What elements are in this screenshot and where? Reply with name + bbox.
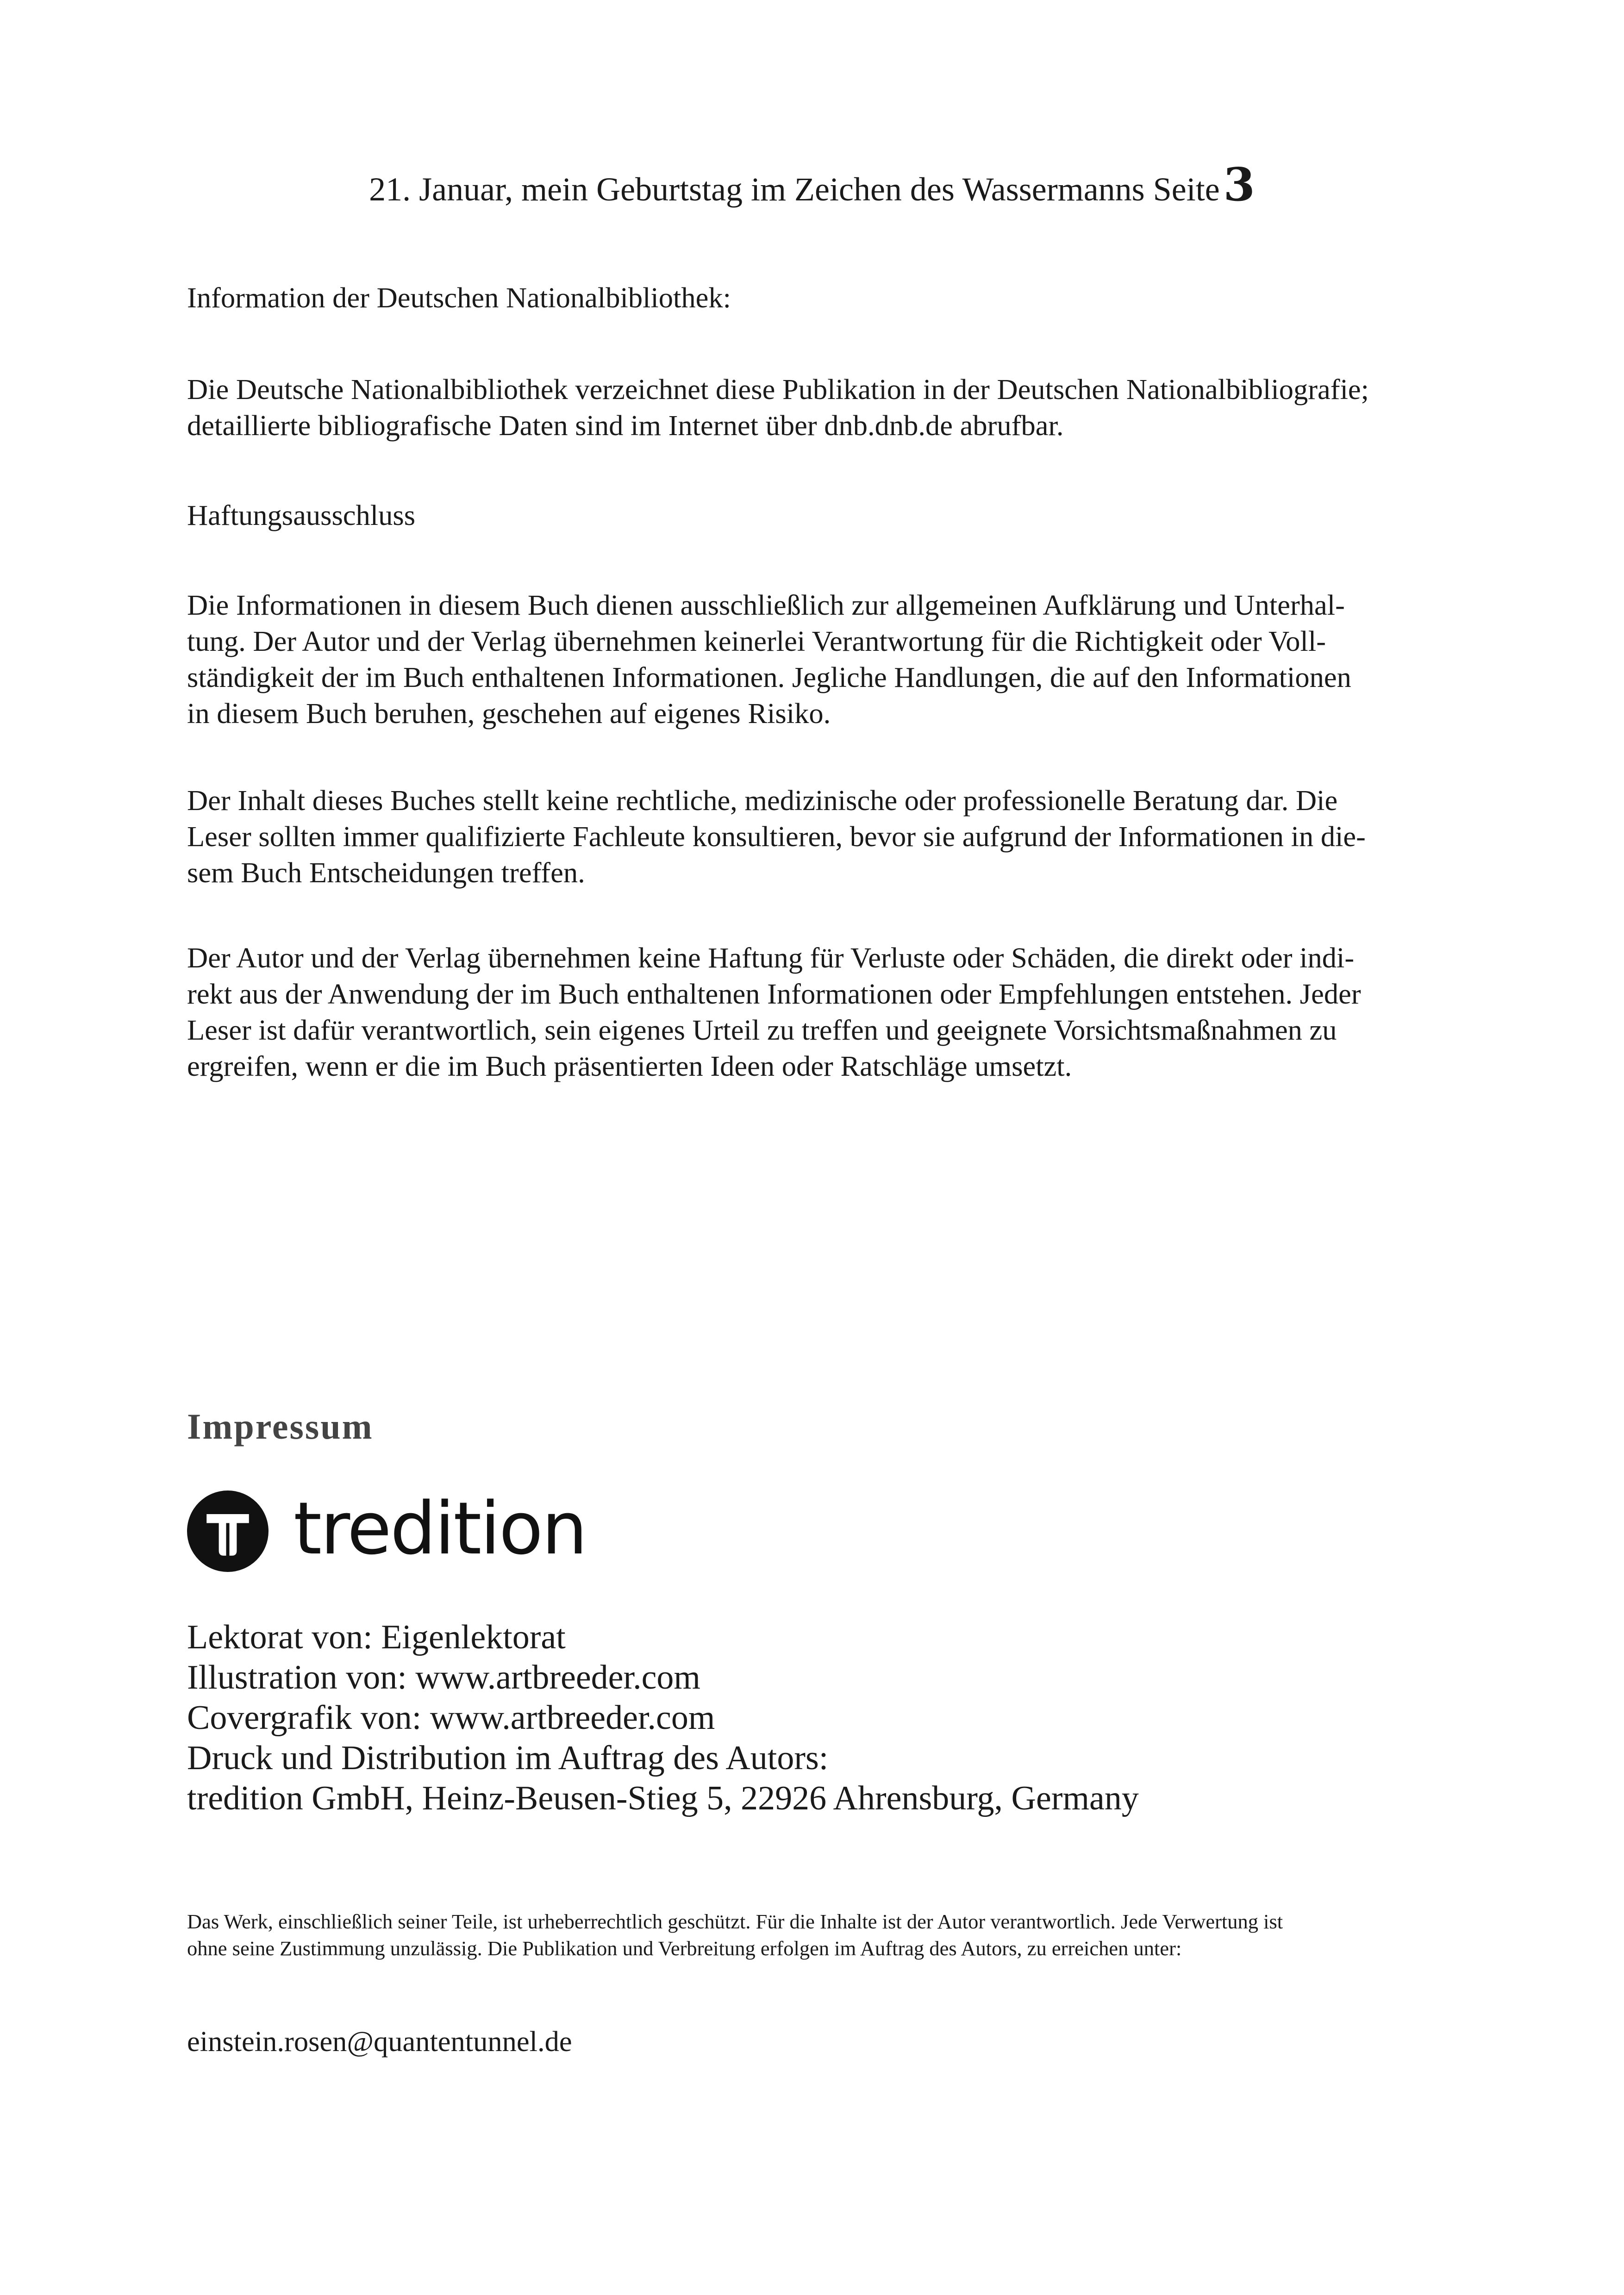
tredition-logo-icon xyxy=(187,1491,269,1572)
paragraph-line: Leser sollten immer qualifizierte Fachleute konsultieren, bevor sie aufgrund der Informationen in die- xyxy=(187,820,1366,853)
credit-line: Covergrafik von: www.artbreeder.com xyxy=(187,1699,715,1737)
credit-line: Lektorat von: Eigenlektorat xyxy=(187,1618,566,1656)
copyright-line: Das Werk, einschließlich seiner Teile, ist urheberrechtlich geschützt. Für die Inhalte ist der Autor verantwortlich. Jede Verwertung ist xyxy=(187,1910,1283,1933)
running-header xyxy=(0,158,1624,212)
tredition-logo-text: tredition xyxy=(294,1486,587,1571)
disclaimer-paragraph-2 xyxy=(187,782,1455,891)
disclaimer-paragraph-1 xyxy=(187,587,1455,731)
dnb-heading xyxy=(187,280,1455,316)
credit-line: Druck und Distribution im Auftrag des Autors: xyxy=(187,1739,829,1777)
page-number: 3 xyxy=(1223,158,1255,212)
credit-line: Illustration von: www.artbreeder.com xyxy=(187,1659,700,1696)
credit-line: tredition GmbH, Heinz-Beusen-Stieg 5, 22926 Ahrensburg, Germany xyxy=(187,1779,1139,1817)
dnb-line: detaillierte bibliografische Daten sind im Internet über dnb.dnb.de abrufbar. xyxy=(187,409,1064,442)
paragraph-line: Der Autor und der Verlag übernehmen keine Haftung für Verluste oder Schäden, die direkt oder indi- xyxy=(187,942,1355,974)
credits-list xyxy=(187,1617,1139,1819)
impressum-heading: Impressum xyxy=(187,1406,374,1447)
paragraph-line: Leser ist dafür verantwortlich, sein eigenes Urteil zu treffen und geeignete Vorsichtsmaßnahmen zu xyxy=(187,1014,1337,1046)
paragraph-line: ergreifen, wenn er die im Buch präsentierten Ideen oder Ratschläge umsetzt. xyxy=(187,1050,1072,1082)
paragraph-line: sem Buch Entscheidungen treffen. xyxy=(187,856,585,889)
disclaimer-heading xyxy=(187,497,1455,533)
contact-email: einstein.rosen@quantentunnel.de xyxy=(187,2025,572,2058)
disclaimer-paragraph-3 xyxy=(187,940,1455,1084)
paragraph-line: tung. Der Autor und der Verlag übernehmen keinerlei Verantwortung für die Richtigkeit oder Voll- xyxy=(187,625,1326,657)
dnb-notice xyxy=(187,371,1455,443)
tredition-logo xyxy=(187,1486,587,1573)
header-title: 21. Januar, mein Geburtstag im Zeichen des Wassermanns Seite xyxy=(369,171,1220,208)
paragraph-line: Die Informationen in diesem Buch dienen ausschließlich zur allgemeinen Aufklärung und Unterhal- xyxy=(187,589,1345,621)
copyright-line: ohne seine Zustimmung unzulässig. Die Publikation und Verbreitung erfolgen im Auftrag des Autors, zu erreichen unter: xyxy=(187,1937,1182,1960)
paragraph-line: Der Inhalt dieses Buches stellt keine rechtliche, medizinische oder professionelle Beratung dar. Die xyxy=(187,784,1338,817)
paragraph-line: rekt aus der Anwendung der im Buch enthaltenen Informationen oder Empfehlungen entstehen. Jeder xyxy=(187,978,1361,1010)
dnb-heading-text: Information der Deutschen Nationalbibliothek: xyxy=(187,281,731,314)
copyright-notice xyxy=(187,1908,1283,1962)
dnb-line: Die Deutsche Nationalbibliothek verzeichnet diese Publikation in der Deutschen Nationalbibliografie; xyxy=(187,373,1369,405)
paragraph-line: ständigkeit der im Buch enthaltenen Informationen. Jegliche Handlungen, die auf den Informationen xyxy=(187,661,1351,693)
disclaimer-heading-text: Haftungsausschluss xyxy=(187,499,416,531)
paragraph-line: in diesem Buch beruhen, geschehen auf eigenes Risiko. xyxy=(187,697,831,730)
